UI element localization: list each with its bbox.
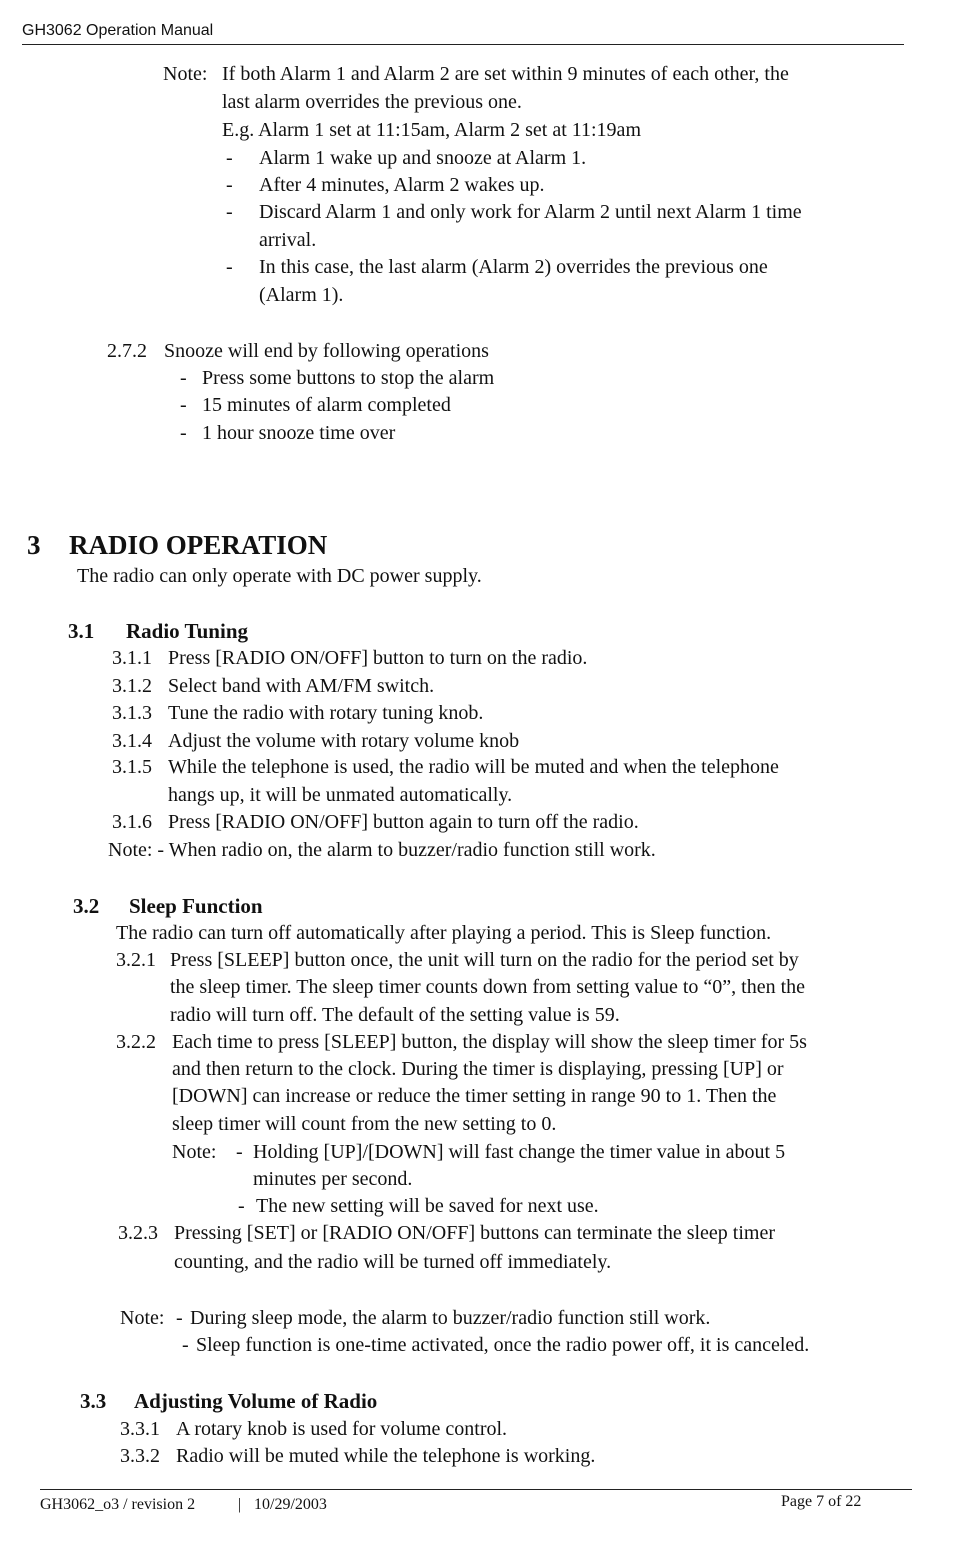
- note-bullet-4: In this case, the last alarm (Alarm 2) overrides the previous one: [259, 256, 768, 278]
- chapter-number: 3: [27, 530, 41, 560]
- sleep-step-3-line-1: Pressing [SET] or [RADIO ON/OFF] buttons can terminate the sleep timer: [174, 1222, 776, 1244]
- note-line-2: last alarm overrides the previous one.: [222, 91, 522, 113]
- sleep-step-2-line-3: [DOWN] can increase or reduce the timer setting in range 90 to 1. Then the: [172, 1085, 777, 1107]
- note-line-1: If both Alarm 1 and Alarm 2 are set within 9 minutes of each other, the: [222, 63, 789, 85]
- section-31-title: Radio Tuning: [126, 619, 249, 643]
- sleep-note-1: During sleep mode, the alarm to buzzer/radio function still work.: [190, 1307, 711, 1329]
- section-number: 3.1: [68, 619, 95, 643]
- chapter-intro: The radio can only operate with DC power supply.: [77, 565, 482, 587]
- section-33-title: Adjusting Volume of Radio: [134, 1389, 378, 1413]
- sleep-step-2-note-1-cont: minutes per second.: [253, 1168, 413, 1190]
- footer-date: 10/29/2003: [254, 1496, 327, 1513]
- section-32-title: Sleep Function: [129, 894, 263, 918]
- sleep-step-2-note-1: Holding [UP]/[DOWN] will fast change the timer value in about 5: [253, 1141, 786, 1163]
- sleep-note-2: Sleep function is one-time activated, once the radio power off, it is canceled.: [196, 1334, 810, 1356]
- bullet-dash: -: [226, 174, 233, 196]
- bullet-dash: -: [226, 147, 233, 169]
- item-number: 3.1.2: [112, 675, 152, 697]
- snooze-item-1: Press some buttons to stop the alarm: [202, 367, 495, 389]
- snooze-item-3: 1 hour snooze time over: [202, 422, 396, 444]
- note-bullet-4-cont: (Alarm 1).: [259, 284, 344, 306]
- tuning-step-3: Tune the radio with rotary tuning knob.: [168, 702, 484, 724]
- note-example: E.g. Alarm 1 set at 11:15am, Alarm 2 set at 11:19am: [222, 119, 641, 141]
- bullet-dash: -: [180, 394, 187, 416]
- bullet-dash: -: [182, 1334, 189, 1356]
- section-number: 3.2: [73, 894, 100, 918]
- chapter-title: RADIO OPERATION: [69, 530, 328, 560]
- header-title: GH3062 Operation Manual: [22, 22, 214, 39]
- item-number: 3.1.6: [112, 811, 152, 833]
- tuning-step-4: Adjust the volume with rotary volume knob: [168, 730, 520, 752]
- note-bullet-1: Alarm 1 wake up and snooze at Alarm 1.: [259, 147, 587, 169]
- bullet-dash: -: [180, 422, 187, 444]
- note-bullet-3: Discard Alarm 1 and only work for Alarm 2 until next Alarm 1 time: [259, 201, 802, 223]
- sleep-step-2-note-label: Note:: [172, 1141, 217, 1163]
- sleep-step-2-line-1: Each time to press [SLEEP] button, the display will show the sleep timer for 5s: [172, 1031, 807, 1053]
- footer-page-number: Page 7 of 22: [781, 1493, 862, 1510]
- footer-separator: |: [238, 1496, 242, 1513]
- sleep-step-3-line-2: counting, and the radio will be turned off immediately.: [174, 1251, 612, 1273]
- note-bullet-3-cont: arrival.: [259, 229, 317, 251]
- sleep-intro: The radio can turn off automatically after playing a period. This is Sleep function.: [116, 922, 772, 944]
- bullet-dash: -: [238, 1195, 245, 1217]
- item-number: 3.2.1: [116, 949, 156, 971]
- snooze-item-2: 15 minutes of alarm completed: [202, 394, 451, 416]
- item-number: 3.3.1: [120, 1418, 160, 1440]
- bullet-dash: -: [180, 367, 187, 389]
- sleep-step-2-line-4: sleep timer will count from the new setting to 0.: [172, 1113, 557, 1135]
- tuning-step-6: Press [RADIO ON/OFF] button again to turn off the radio.: [168, 811, 639, 833]
- item-number: 3.1.3: [112, 702, 152, 724]
- note-label: Note:: [163, 63, 208, 85]
- volume-step-2: Radio will be muted while the telephone is working.: [176, 1445, 596, 1467]
- tuning-step-1: Press [RADIO ON/OFF] button to turn on the radio.: [168, 647, 588, 669]
- sleep-note-label: Note:: [120, 1307, 165, 1329]
- section-number: 3.3: [80, 1389, 107, 1413]
- section-272-title: Snooze will end by following operations: [164, 340, 489, 362]
- bullet-dash: -: [226, 256, 233, 278]
- tuning-note: Note: - When radio on, the alarm to buzzer/radio function still work.: [108, 839, 656, 861]
- item-number: 3.1.1: [112, 647, 152, 669]
- footer-rule: [40, 1489, 912, 1490]
- item-number: 3.2.3: [118, 1222, 158, 1244]
- sleep-step-2-note-2: The new setting will be saved for next use.: [256, 1195, 599, 1217]
- item-number: 3.2.2: [116, 1031, 156, 1053]
- item-number: 3.3.2: [120, 1445, 160, 1467]
- bullet-dash: -: [226, 201, 233, 223]
- sleep-step-2-line-2: and then return to the clock. During the timer is displaying, pressing [UP] or: [172, 1058, 784, 1080]
- note-bullet-2: After 4 minutes, Alarm 2 wakes up.: [259, 174, 545, 196]
- tuning-step-5: While the telephone is used, the radio will be muted and when the telephone: [168, 756, 779, 778]
- sleep-step-1-line-1: Press [SLEEP] button once, the unit will turn on the radio for the period set by: [170, 949, 799, 971]
- sleep-step-1-line-3: radio will turn off. The default of the setting value is 59.: [170, 1004, 620, 1026]
- footer-doc-id: GH3062_o3 / revision 2: [40, 1496, 196, 1513]
- bullet-dash: -: [176, 1307, 183, 1329]
- section-number: 2.7.2: [107, 340, 147, 362]
- sleep-step-1-line-2: the sleep timer. The sleep timer counts down from setting value to “0”, then the: [170, 976, 806, 998]
- item-number: 3.1.5: [112, 756, 152, 778]
- tuning-step-2: Select band with AM/FM switch.: [168, 675, 435, 697]
- item-number: 3.1.4: [112, 730, 152, 752]
- volume-step-1: A rotary knob is used for volume control.: [176, 1418, 508, 1440]
- header-rule: [22, 44, 904, 45]
- tuning-step-5-cont: hangs up, it will be unmated automatically.: [168, 784, 513, 806]
- bullet-dash: -: [236, 1141, 243, 1163]
